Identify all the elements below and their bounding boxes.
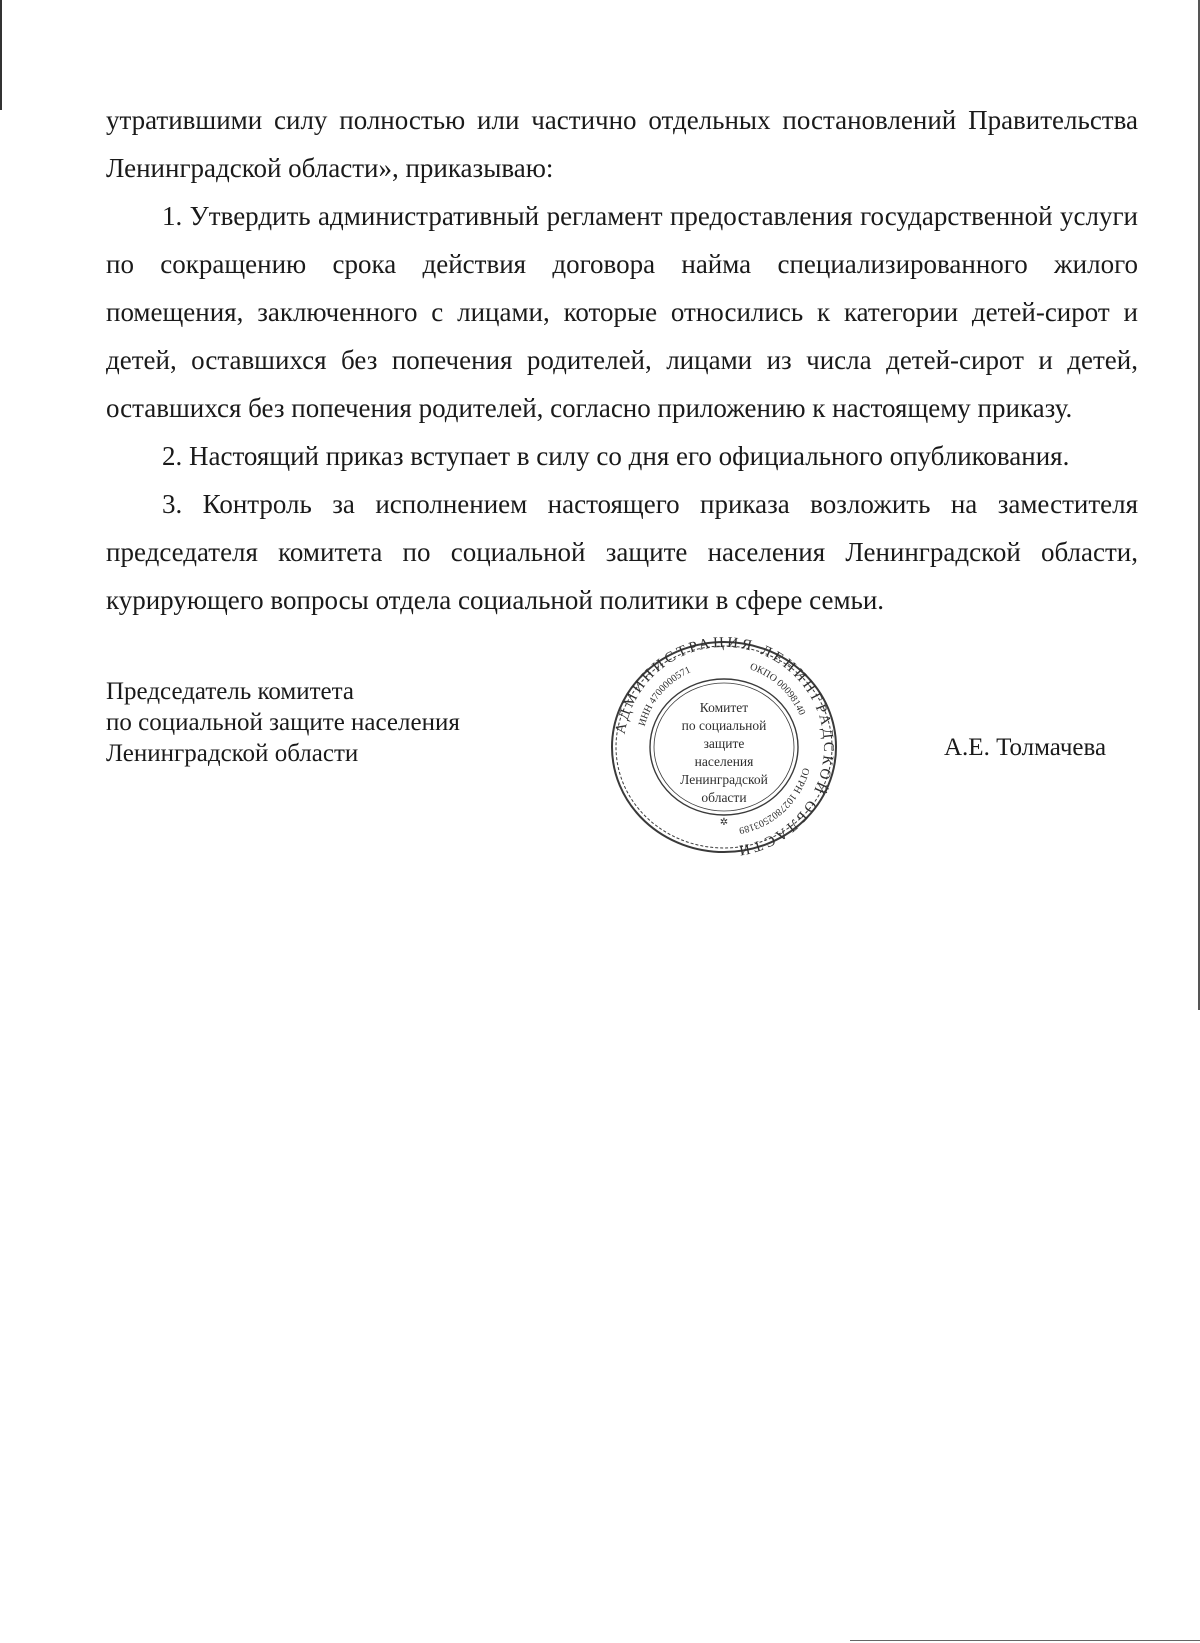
seal-star-icon: ✲ xyxy=(719,817,729,828)
paragraph-item-3: 3. Контроль за исполнением настоящего приказа возложить на заместителя председателя комитета по социальной защите населения Ленинградской области, курирующего вопросы отдела социальной политики в сфере семьи. xyxy=(106,489,1138,615)
seal-center-line: Ленинградской xyxy=(680,772,768,787)
signatory-position xyxy=(106,676,460,769)
seal-center-line: защите xyxy=(703,736,745,751)
seal-outer-ring-text: АДМИНИСТРАЦИЯ ЛЕНИНГРАДСКОЙ ОБЛАСТИ xyxy=(612,635,837,859)
seal-center-line: области xyxy=(701,790,747,805)
position-line: Ленинградской области xyxy=(106,740,359,767)
paragraph-item-2: 2. Настоящий приказ вступает в силу со дня его официального опубликования. xyxy=(162,441,1070,471)
seal-center-line: по социальной xyxy=(681,718,767,733)
paragraph-item-1: 1. Утвердить административный регламент предоставления государственной услуги по сокращению срока действия договора найма специализированного жилого помещения, заключенного с лицами, которые относились к категории детей-сирот и детей, оставшихся без попечения родителей, лицами из числа детей-сирот и детей, оставшихся без попечения родителей, согласно приложению к настоящему приказу. xyxy=(106,201,1138,423)
seal-inn-text: ИНН 4700000571 xyxy=(636,664,693,728)
paragraph-intro-continuation: утратившими силу полностью или частично отдельных постановлений Правительства Ленинградской области», приказываю: xyxy=(106,105,1138,183)
scan-edge-left xyxy=(0,0,2,110)
scan-edge-bottom xyxy=(850,1640,1200,1641)
position-line: Председатель комитета xyxy=(106,678,354,705)
position-line: по социальной защите населения xyxy=(106,709,460,736)
signatory-name: А.Е. Толмачева xyxy=(944,734,1107,761)
seal-center-line: Комитет xyxy=(699,700,749,715)
seal-center-line: населения xyxy=(694,754,754,769)
order-body xyxy=(106,96,1138,624)
official-seal-stamp xyxy=(604,635,844,860)
seal-okpo-text: ОКПО 00098140 xyxy=(748,661,808,717)
seal-ogrn-text: ОГРН 1027802503189 xyxy=(738,766,812,836)
